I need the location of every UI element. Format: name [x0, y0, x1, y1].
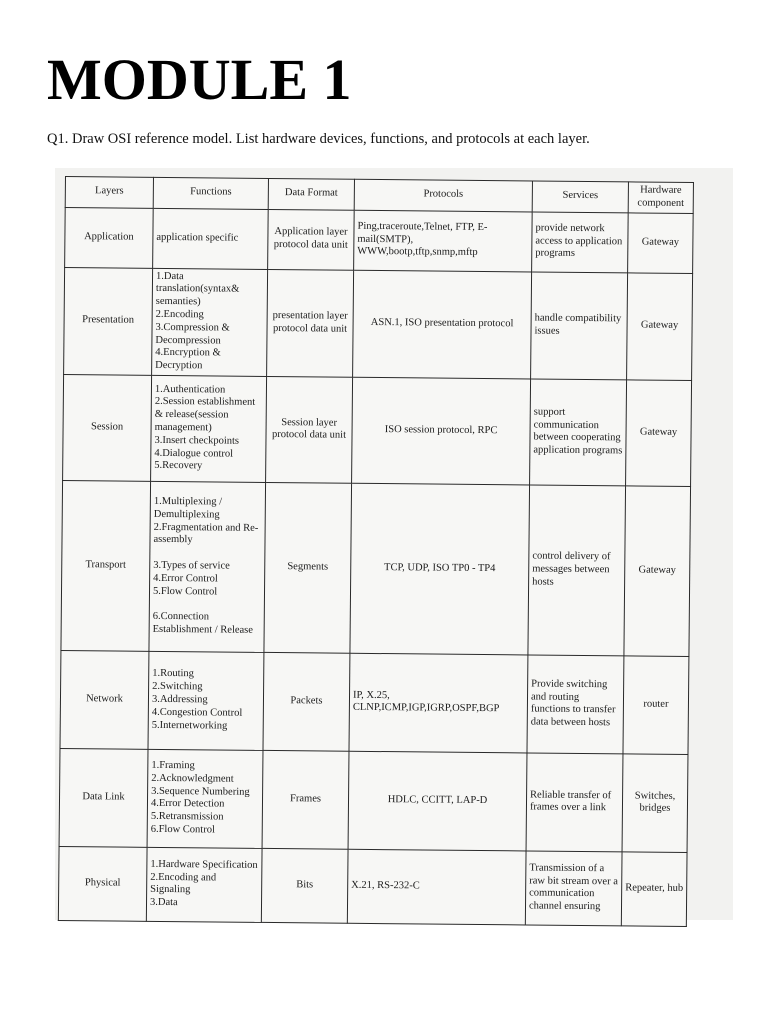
header-data-format: Data Format	[268, 178, 354, 209]
layer-data-format: Packets	[263, 652, 350, 751]
layer-name: Physical	[58, 846, 147, 921]
layer-protocols: Ping,traceroute,Telnet, FTP, E-mail(SMTP), WWW,bootp,tftp,snmp,mftp	[354, 210, 533, 272]
layer-hardware: Gateway	[627, 272, 693, 380]
layer-services: handle compatibility issues	[531, 272, 628, 380]
layer-services: control delivery of messages between hosts	[528, 485, 626, 656]
layer-hardware: Gateway	[628, 213, 694, 274]
layer-protocols: X.21, RS-232-C	[347, 849, 526, 925]
osi-model-table	[58, 176, 694, 927]
layer-protocols: TCP, UDP, ISO TP0 - TP4	[350, 483, 530, 655]
table-row-network	[60, 650, 689, 754]
layer-name: Session	[63, 374, 152, 481]
layer-functions: 1.Authentication 2.Session establishment & release(session management) 3.Insert checkpoints 4.Dialogue control 5.Recovery	[151, 375, 267, 482]
layer-hardware: Switches, bridges	[622, 754, 688, 853]
layer-protocols: IP, X.25, CLNP,ICMP,IGP,IGRP,OSPF,BGP	[349, 653, 528, 753]
layer-functions: 1.Framing 2.Acknowledgment 3.Sequence Numbering 4.Error Detection 5.Retransmission 6.Flow Control	[147, 749, 263, 848]
layer-functions: 1.Data translation(syntax& semanties) 2.Encoding 3.Compression & Decompression 4.Encryption & Decryption	[152, 268, 268, 376]
header-protocols: Protocols	[354, 179, 532, 211]
table-row-application	[65, 207, 694, 273]
layer-data-format: Bits	[261, 848, 348, 923]
question-text: Q1. Draw OSI reference model. List hardware devices, functions, and protocols at each layer.	[47, 131, 590, 147]
header-services: Services	[532, 181, 628, 213]
layer-name: Network	[60, 650, 149, 749]
layer-functions: application specific	[153, 208, 269, 269]
layer-hardware: Gateway	[624, 486, 691, 657]
layer-protocols: ISO session protocol, RPC	[352, 377, 531, 485]
header-functions: Functions	[153, 177, 268, 209]
layer-hardware: router	[623, 656, 689, 755]
layer-data-format: Session layer protocol data unit	[266, 376, 353, 483]
layer-data-format: Segments	[264, 482, 352, 653]
layer-services: support communication between cooperating application programs	[530, 379, 627, 486]
layer-data-format: Application layer protocol data unit	[268, 209, 355, 270]
layer-functions: 1.Multiplexing / Demultiplexing 2.Fragmentation and Re-assembly 3.Types of service 4.Error Control 5.Flow Control 6.Connection Establishment / Release	[149, 481, 266, 652]
layer-functions: 1.Hardware Specification 2.Encoding and Signaling 3.Data	[146, 847, 262, 922]
layer-data-format: Frames	[262, 750, 349, 849]
layer-name: Application	[65, 207, 154, 268]
layer-name: Data Link	[59, 748, 148, 847]
layer-services: Reliable transfer of frames over a link	[526, 753, 623, 852]
layer-hardware: Gateway	[626, 380, 692, 487]
header-hardware: Hardware component	[628, 182, 693, 213]
layer-services: Provide switching and routing functions to transfer data between hosts	[527, 655, 624, 754]
table-row-session	[63, 374, 692, 486]
table-row-presentation	[64, 267, 693, 380]
layer-services: Transmission of a raw bit stream over a communication channel ensuring	[525, 851, 622, 926]
layer-name: Transport	[61, 480, 151, 651]
module-heading: MODULE 1	[47, 47, 352, 112]
layer-name: Presentation	[64, 267, 153, 375]
layer-hardware: Repeater, hub	[621, 852, 687, 927]
layer-data-format: presentation layer protocol data unit	[267, 269, 354, 377]
table-row-data-link	[59, 748, 688, 852]
table-row-transport	[61, 480, 691, 656]
layer-services: provide network access to application programs	[532, 212, 629, 273]
layer-functions: 1.Routing 2.Switching 3.Addressing 4.Congestion Control 5.Internetworking	[148, 651, 264, 750]
header-layers: Layers	[65, 177, 153, 208]
layer-protocols: ASN.1, ISO presentation protocol	[353, 270, 532, 379]
layer-protocols: HDLC, CCITT, LAP-D	[348, 751, 527, 851]
table-row-physical	[58, 846, 687, 926]
